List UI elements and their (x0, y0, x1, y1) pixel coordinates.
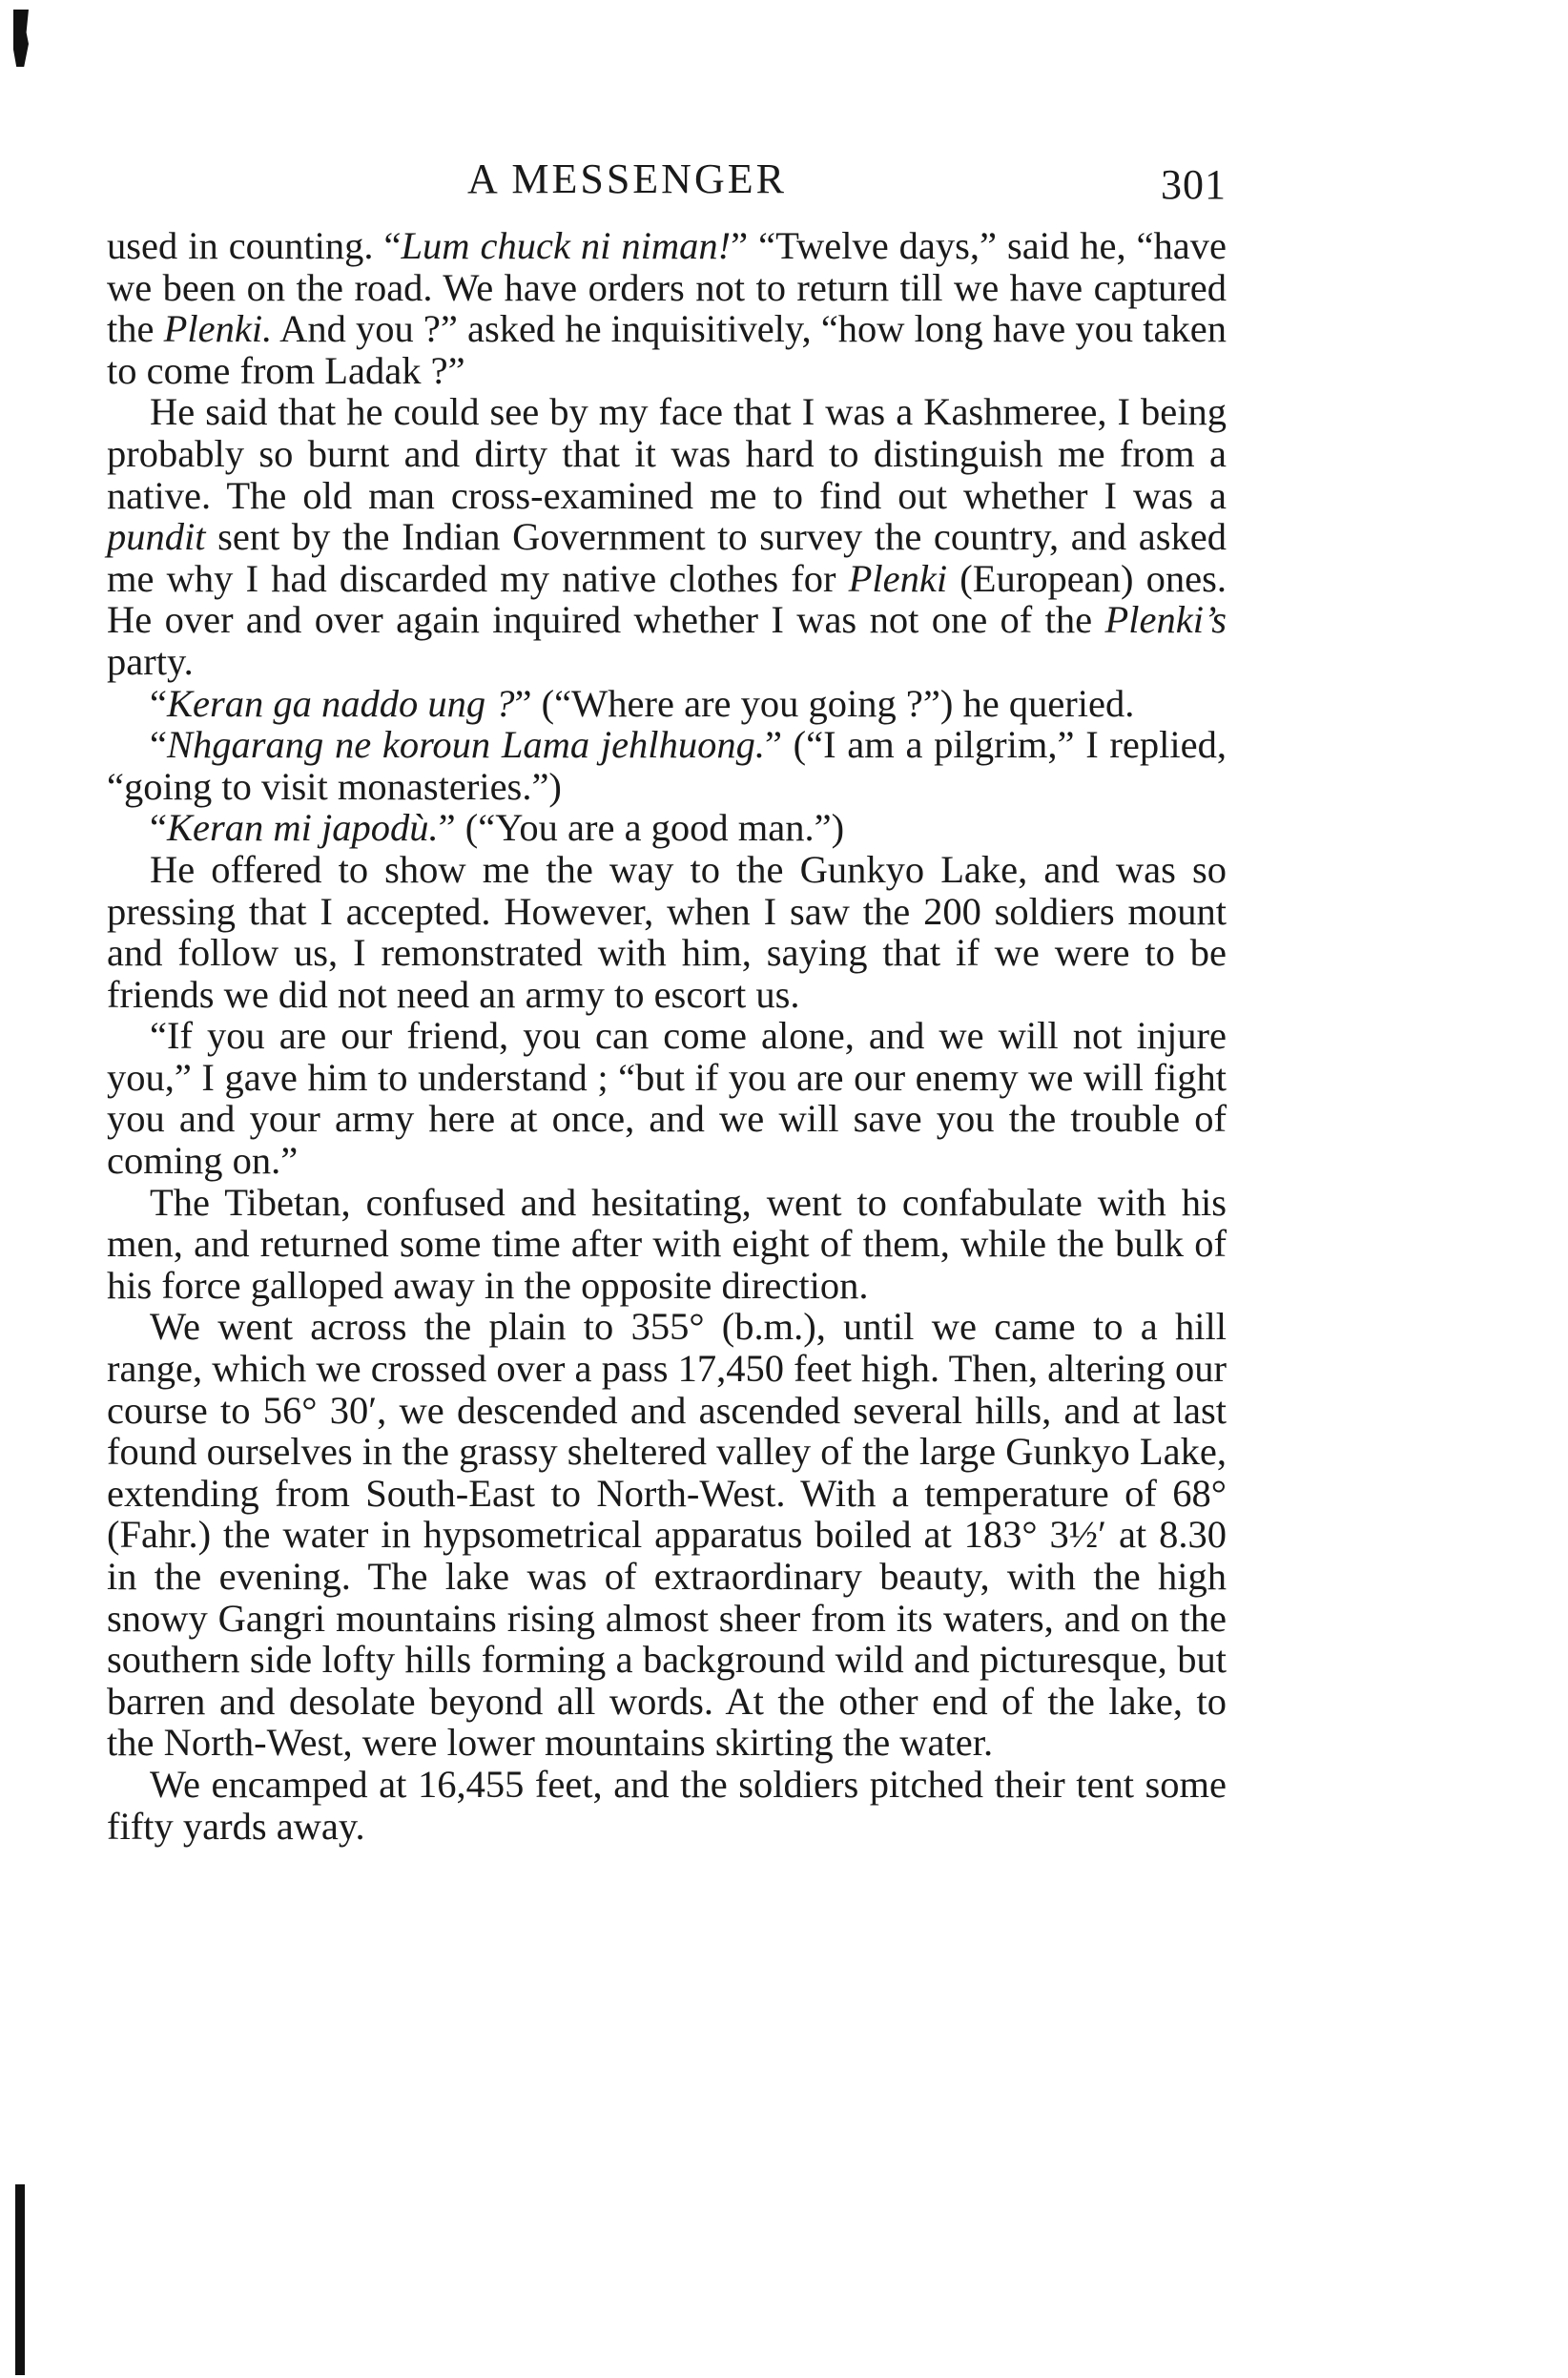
text-run: “ (150, 681, 167, 725)
text-run: He said that he could see by my face that I was a Kashmeree, I being probably so burnt and dirty that it was hard to distinguish me from a native. The old man cross-examined me to find out whether I was a (107, 390, 1227, 517)
paragraph (107, 391, 1227, 682)
paragraph (107, 1764, 1227, 1847)
paragraph (107, 724, 1227, 807)
text-run: He offered to show me the way to the Gunkyo Lake, and was so pressing that I accepted. However, when I saw the 200 soldiers mount and follow us, I remonstrated with him, saying that if we were to be friends we did not need an army to escort us. (107, 847, 1227, 1016)
text-run: used in counting. “ (107, 224, 402, 267)
italic-text: Plenki (848, 556, 948, 600)
italic-text: Plenki. (163, 307, 273, 351)
text-run: We went across the plain to 355° (b.m.), until we came to a hill range, which we crossed over a pass 17,450 feet high. Then, altering our course to 56° 30′, we descended and ascended several hills, and at last found ourselves in the grassy sheltered valley of the large Gunkyo Lake, extending from South-East to North-West. With a temperature of 68° (Fahr.) the water in hypsometrical apparatus boiled at 183° 3½′ at 8.30 in the evening. The lake was of extraordinary beauty, with the high snowy Gangri mountains rising almost sheer from its waters, and on the southern side lofty hills forming a background wild and picturesque, but barren and desolate beyond all words. At the other end of the lake, to the North-West, were lower mountains skirting the water. (107, 1305, 1227, 1765)
page-number: 301 (1161, 161, 1227, 208)
italic-text: Plenki’s (1104, 598, 1227, 642)
text-run: “ (150, 723, 167, 767)
body-text (107, 225, 1227, 1847)
scan-edge-mark (13, 10, 29, 67)
italic-text: Keran ga naddo ung ? (166, 681, 515, 725)
paragraph (107, 1015, 1227, 1181)
paragraph (107, 1306, 1227, 1764)
text-run: ” “Twelve days,” said he, “have we been on the road. We have orders not to return till we have captured the (107, 224, 1227, 351)
paragraph (107, 1182, 1227, 1307)
page-header (95, 155, 1227, 212)
italic-text: Lum chuck ni niman! (401, 224, 732, 267)
italic-text: pundit (107, 515, 206, 559)
text-run: ” (“I am a pilgrim,” I replied, “going to visit monasteries.”) (107, 723, 1227, 808)
italic-text: Keran mi japodù. (166, 806, 439, 850)
scan-edge-mark (15, 2184, 25, 2375)
text-run: ” (“You are a good man.”) (438, 806, 845, 850)
text-run: The Tibetan, confused and hesitating, went to confabulate with his men, and returned some time after with eight of them, while the bulk of his force galloped away in the opposite direction. (107, 1180, 1227, 1307)
text-run: ” (“Where are you going ?”) he queried. (514, 681, 1135, 725)
text-run: And you ?” asked he inquisitively, “how long have you taken to come from Ladak ?” (107, 307, 1228, 392)
text-run: (European) ones. He over and over again inquired whether I was not one of the (107, 556, 1228, 642)
text-run: “If you are our friend, you can come alone, and we will not injure you,” I gave him to understand ; “but if you are our enemy we will fight you and your army here at once, and we will save you the trouble of coming on.” (107, 1014, 1227, 1183)
text-run: “ (150, 806, 167, 850)
text-run: party. (107, 639, 194, 683)
running-head: A MESSENGER (467, 155, 787, 202)
paragraph (107, 849, 1227, 1015)
text-run: We encamped at 16,455 feet, and the soldiers pitched their tent some fifty yards away. (107, 1762, 1227, 1848)
paragraph (107, 225, 1227, 391)
paragraph (107, 683, 1227, 725)
text-run: sent by the Indian Government to survey the country, and asked me why I had discarded my native clothes for (107, 515, 1227, 600)
italic-text: Nhgarang ne koroun Lama jehlhuong. (166, 723, 765, 767)
paragraph (107, 807, 1227, 849)
